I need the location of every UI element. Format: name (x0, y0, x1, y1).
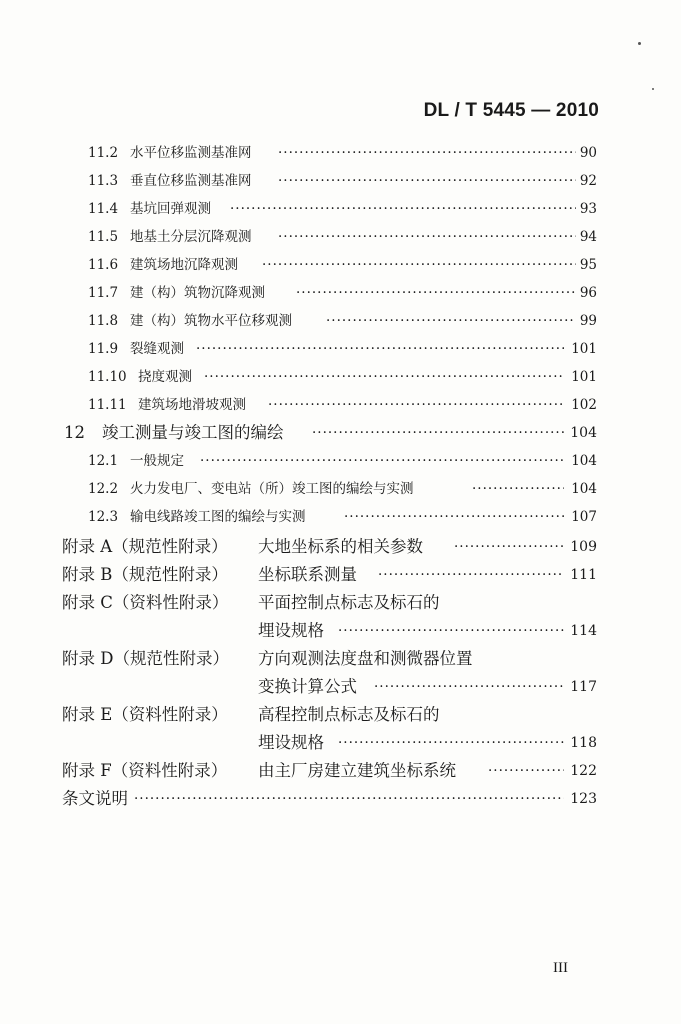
toc-entry[interactable] (0, 196, 681, 222)
toc-entry-page: 102 (571, 397, 597, 413)
toc-entry-page: 92 (579, 173, 597, 189)
toc-entry-title: 基坑回弹观测 (130, 201, 211, 217)
toc-leader-dots (296, 280, 576, 306)
toc-entry-page: 104 (570, 425, 597, 441)
toc-entry-title: 由主厂房建立建筑坐标系统 (258, 761, 456, 780)
toc-appendix-entry[interactable] (0, 590, 681, 616)
toc-appendix-label: 附录 E（资料性附录） (62, 705, 228, 724)
toc-entry-page: 94 (579, 229, 597, 245)
toc-entry[interactable] (0, 392, 681, 418)
toc-entry-title: 裂缝观测 (130, 341, 184, 357)
toc-leader-dots (278, 224, 576, 250)
toc-entry-title: 建（构）筑物水平位移观测 (130, 313, 292, 329)
toc-entry-title: 竣工测量与竣工图的编绘 (102, 423, 284, 442)
page-number: III (553, 960, 568, 976)
toc-appendix-label: 附录 A（规范性附录） (62, 537, 228, 556)
toc-entry[interactable] (0, 476, 681, 502)
toc-appendix-continuation[interactable] (0, 730, 681, 756)
toc-entry-title: 平面控制点标志及标石的 (258, 593, 440, 612)
toc-entry-title: 大地坐标系的相关参数 (258, 537, 423, 556)
toc-appendix-label: 附录 B（规范性附录） (62, 565, 228, 584)
toc-leader-dots (204, 364, 564, 390)
toc-entry-page: 104 (571, 453, 597, 469)
toc-entry[interactable] (0, 280, 681, 306)
toc-entry-page: 118 (570, 735, 597, 751)
toc-leader-dots (134, 786, 564, 812)
toc-leader-dots (196, 336, 564, 362)
toc-entry-page: 101 (571, 341, 597, 357)
toc-entry[interactable] (0, 504, 681, 530)
toc-leader-dots (278, 140, 576, 166)
toc-entry-title: 建筑场地滑坡观测 (138, 397, 246, 413)
toc-entry-title: 埋设规格 (258, 733, 324, 752)
toc-leader-dots (278, 168, 576, 194)
scan-speck (652, 88, 654, 90)
toc-entry-number: 12.1 (88, 453, 119, 469)
toc-entry-number: 11.6 (88, 257, 119, 273)
toc-leader-dots (200, 448, 564, 474)
toc-leader-dots (378, 562, 564, 588)
toc-entry-page: 122 (570, 763, 597, 779)
toc-appendix-entry[interactable] (0, 758, 681, 784)
toc-entry-page: 101 (571, 369, 597, 385)
toc-appendix-label: 附录 C（资料性附录） (62, 593, 229, 612)
toc-entry-number: 11.10 (88, 369, 127, 385)
toc-entry-number: 11.8 (88, 313, 119, 329)
toc-chapter-entry[interactable] (0, 420, 681, 446)
toc-entry-page: 90 (579, 145, 597, 161)
toc-entry-number: 11.9 (88, 341, 119, 357)
toc-entry-title: 挠度观测 (138, 369, 192, 385)
toc-entry-page: 95 (579, 257, 597, 273)
toc-entry-title: 水平位移监测基准网 (130, 145, 252, 161)
toc-entry-title: 地基土分层沉降观测 (130, 229, 252, 245)
toc-entry-page: 123 (570, 791, 597, 807)
toc-entry-number: 11.5 (88, 229, 119, 245)
toc-entry-page: 99 (579, 313, 597, 329)
toc-entry-title: 坐标联系测量 (258, 565, 357, 584)
toc-entry-page: 104 (571, 481, 597, 497)
toc-entry-page: 93 (579, 201, 597, 217)
toc-entry-number: 12 (64, 423, 85, 442)
toc-entry-title: 建筑场地沉降观测 (130, 257, 238, 273)
toc-entry[interactable] (0, 168, 681, 194)
toc-appendix-continuation[interactable] (0, 618, 681, 644)
toc-entry[interactable] (0, 364, 681, 390)
toc-leader-dots (488, 758, 564, 784)
toc-leader-dots (268, 392, 564, 418)
toc-entry-number: 11.2 (88, 145, 119, 161)
toc-appendix-label: 附录 F（资料性附录） (62, 761, 228, 780)
toc-leader-dots (230, 196, 576, 222)
toc-entry-page: 114 (570, 623, 597, 639)
toc-appendix-entry[interactable] (0, 702, 681, 728)
toc-entry-title: 高程控制点标志及标石的 (258, 705, 440, 724)
toc-entry[interactable] (0, 252, 681, 278)
toc-leader-dots (338, 730, 564, 756)
toc-entry-page: 107 (571, 509, 597, 525)
toc-entry-number: 11.3 (88, 173, 119, 189)
toc-entry-title: 条文说明 (62, 789, 128, 808)
toc-appendix-entry[interactable] (0, 534, 681, 560)
toc-entry-number: 12.3 (88, 509, 119, 525)
toc-entry-title: 变换计算公式 (258, 677, 357, 696)
toc-entry-title: 方向观测法度盘和测微器位置 (258, 649, 473, 668)
toc-entry-page: 117 (570, 679, 597, 695)
toc-leader-dots (312, 420, 564, 446)
toc-appendix-continuation[interactable] (0, 674, 681, 700)
toc-entry-title: 一般规定 (130, 453, 184, 469)
toc-entry[interactable] (0, 224, 681, 250)
toc-entry-title: 埋设规格 (258, 621, 324, 640)
toc-leader-dots (374, 674, 564, 700)
toc-entry[interactable] (0, 140, 681, 166)
toc-entry-number: 12.2 (88, 481, 119, 497)
toc-entry[interactable] (0, 336, 681, 362)
toc-entry-title: 输电线路竣工图的编绘与实测 (130, 509, 306, 525)
toc-appendix-entry[interactable] (0, 646, 681, 672)
toc-leader-dots (344, 504, 564, 530)
toc-entry-page: 109 (570, 539, 597, 555)
toc-entry[interactable] (0, 308, 681, 334)
toc-entry-title: 建（构）筑物沉降观测 (130, 285, 265, 301)
toc-entry-number: 11.4 (88, 201, 119, 217)
toc-entry-explanations[interactable] (0, 786, 681, 812)
toc-leader-dots (262, 252, 576, 278)
toc-entry-title: 火力发电厂、变电站（所）竣工图的编绘与实测 (130, 481, 414, 497)
toc-leader-dots (472, 476, 564, 502)
toc-entry-number: 11.7 (88, 285, 119, 301)
toc-leader-dots (338, 618, 564, 644)
toc-entry-title: 垂直位移监测基准网 (130, 173, 252, 189)
scan-speck (638, 42, 641, 45)
toc-appendix-label: 附录 D（规范性附录） (62, 649, 229, 668)
toc-entry[interactable] (0, 448, 681, 474)
toc-leader-dots (326, 308, 576, 334)
toc-entry-page: 96 (579, 285, 597, 301)
toc-entry-page: 111 (570, 567, 597, 583)
toc-appendix-entry[interactable] (0, 562, 681, 588)
toc-leader-dots (454, 534, 564, 560)
standard-code-header: DL / T 5445 — 2010 (423, 100, 599, 121)
toc-entry-number: 11.11 (88, 397, 127, 413)
